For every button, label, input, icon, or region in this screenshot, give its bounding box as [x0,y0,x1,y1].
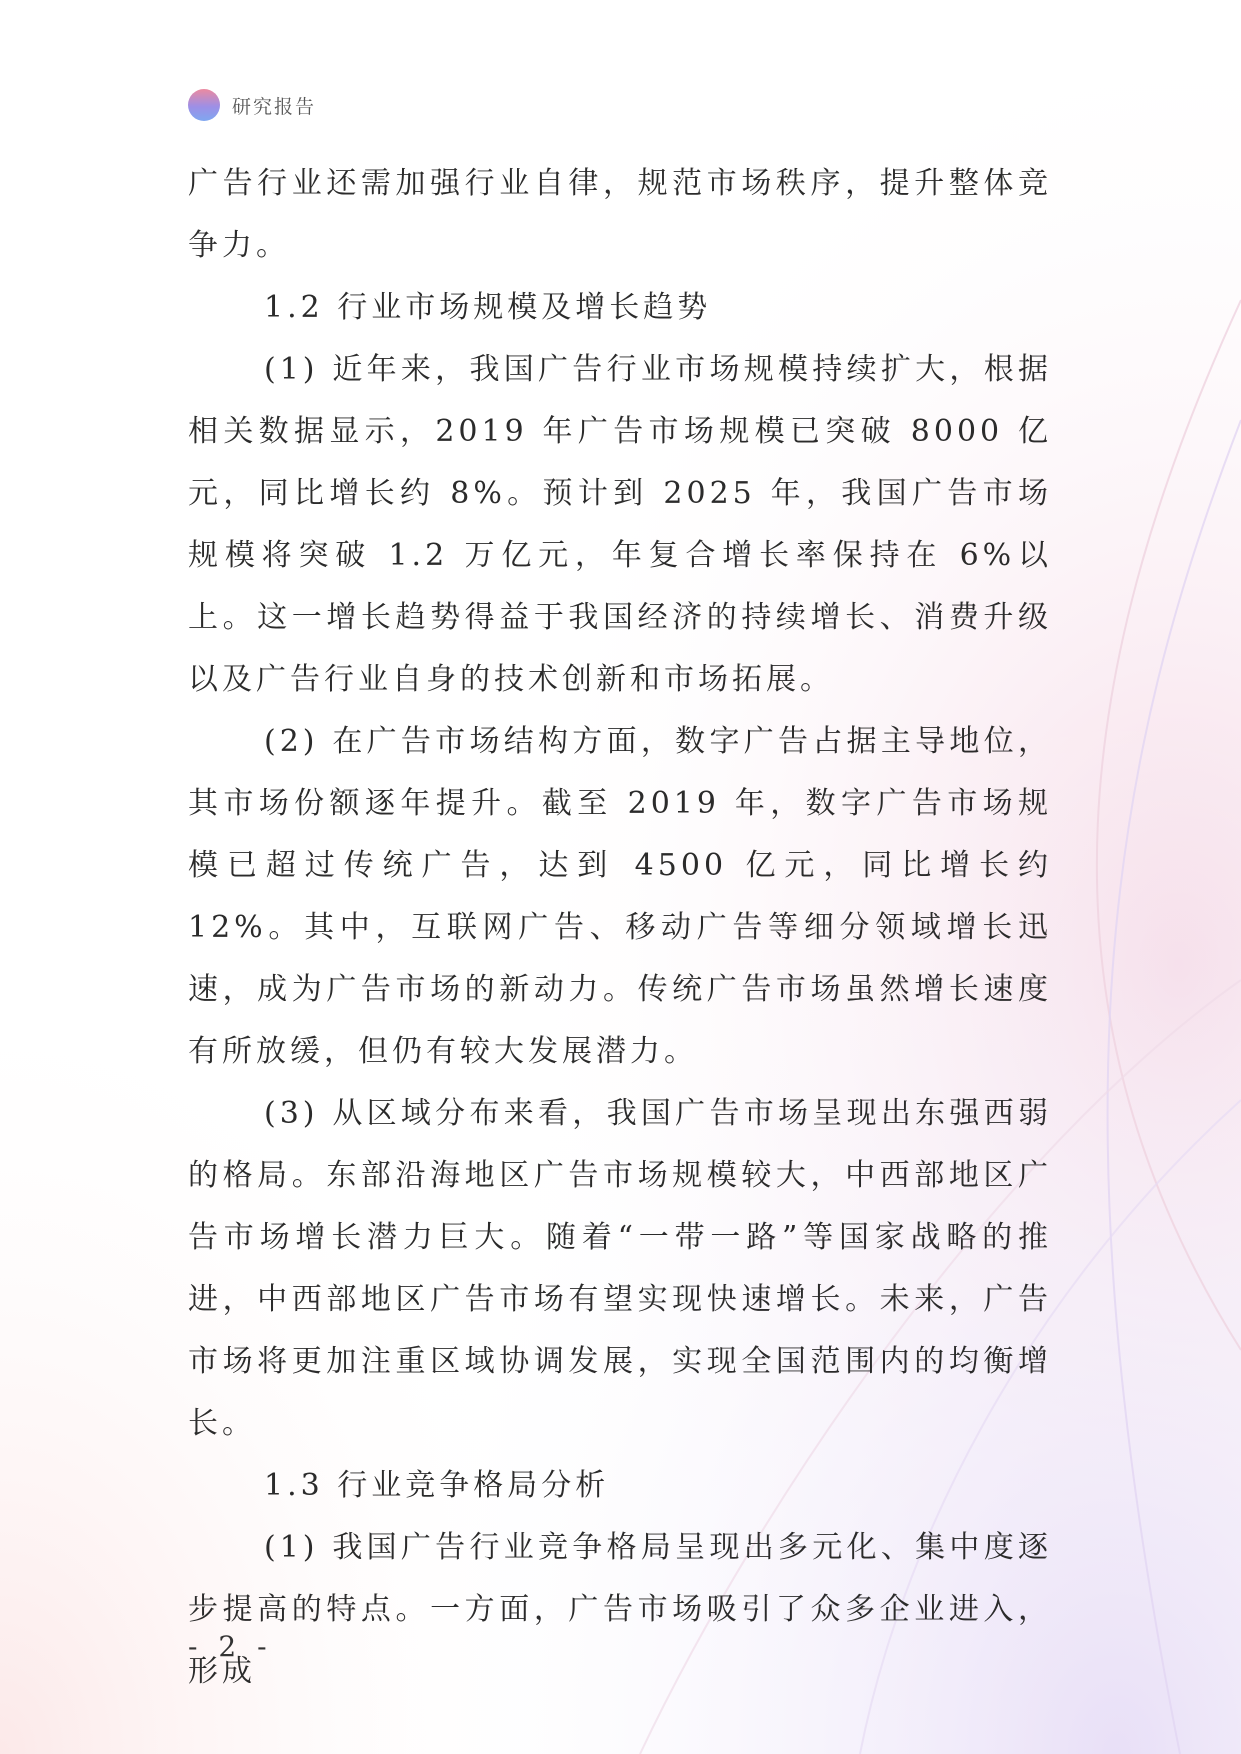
report-header [188,89,316,121]
paragraph-continued: 广告行业还需加强行业自律，规范市场秩序，提升整体竞争力。 [188,166,1052,263]
paragraph-1: (1) 近年来，我国广告行业市场规模持续扩大，根据相关数据显示，2019 年广告市场规模已突破 8000 亿元，同比增长约 8%。预计到 2025 年，我国广告市场规模将突破 1.2 万亿元，年复合增长率保持在 6%以上。这一增长趋势得益于我国经济的持续增长、消费升级以及广告行业自身的技术创新和市场拓展。 [188,352,1052,697]
body-content [188,153,1052,1703]
section-heading-1-3: 1.3 行业竞争格局分析 [264,1468,610,1503]
logo-circle-icon [188,89,220,121]
paragraph-4: (1) 我国广告行业竞争格局呈现出多元化、集中度逐步提高的特点。一方面，广告市场吸引了众多企业进入，形成 [188,1530,1052,1689]
paragraph-2: (2) 在广告市场结构方面，数字广告占据主导地位，其市场份额逐年提升。截至 2019 年，数字广告市场规模已超过传统广告，达到 4500 亿元，同比增长约 12%。其中，互联网广告、移动广告等细分领域增长迅速，成为广告市场的新动力。传统广告市场虽然增长速度有所放缓，但仍有较大发展潜力。 [188,724,1052,1069]
header-title: 研究报告 [232,95,317,118]
section-heading-1-2: 1.2 行业市场规模及增长趋势 [264,290,712,325]
page-number: - 2 - [188,1630,273,1663]
paragraph-3: (3) 从区域分布来看，我国广告市场呈现出东强西弱的格局。东部沿海地区广告市场规模较大，中西部地区广告市场增长潜力巨大。随着“一带一路”等国家战略的推进，中西部地区广告市场有望实现快速增长。未来，广告市场将更加注重区域协调发展，实现全国范围内的均衡增长。 [188,1096,1052,1441]
